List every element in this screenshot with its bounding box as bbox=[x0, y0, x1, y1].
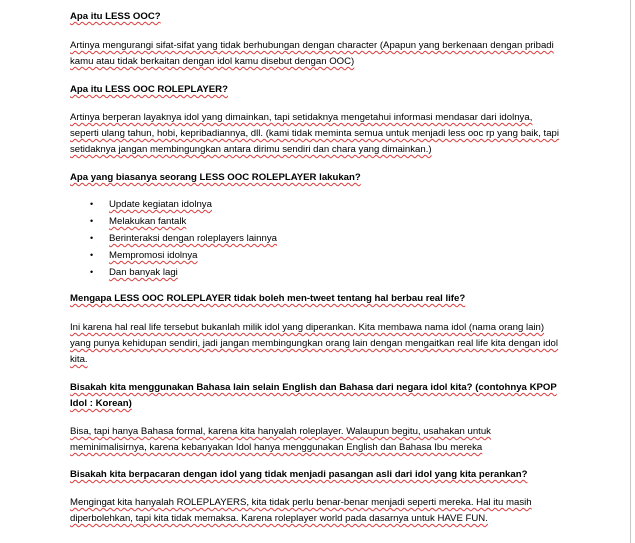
q1-answer: Artinya mengurangi sifat-sifat yang tidak berhubungan dengan character (Apapun yang berkenaan dengan pribadi kamu atau tidak berkaitan dengan idol kamu disebut dengan OOC) bbox=[70, 40, 554, 67]
q4-heading: Mengapa LESS OOC ROLEPLAYER tidak boleh men-tweet tentang hal berbau real life? bbox=[70, 293, 466, 304]
q2-heading: Apa itu LESS OOC ROLEPLAYER? bbox=[70, 84, 228, 95]
q5-heading: Bisakah kita menggunakan Bahasa lain selain English dan Bahasa dari negara idol kita? (contohnya KPOP Idol : Korean) bbox=[70, 382, 557, 409]
list-item: • Dan banyak lagi bbox=[70, 264, 560, 281]
list-item: • Mempromosi idolnya bbox=[70, 247, 560, 264]
bullet-icon: • bbox=[90, 267, 94, 277]
document-body bbox=[70, 0, 560, 527]
q6-answer: Mengingat kita hanyalah ROLEPLAYERS, kita tidak perlu benar-benar menjadi seperti mereka. Hal itu masih diperbolehkan, tapi kita tidak memaksa. Karena roleplayer world pada dasarnya untuk HAVE FUN. bbox=[70, 497, 532, 524]
q1-heading: Apa itu LESS OOC? bbox=[70, 11, 161, 22]
q3-heading: Apa yang biasanya seorang LESS OOC ROLEPLAYER lakukan? bbox=[70, 172, 361, 183]
list-item: • Update kegiatan idolnya bbox=[70, 196, 560, 213]
bullet-icon: • bbox=[90, 199, 94, 209]
bullet-icon: • bbox=[90, 216, 94, 226]
activity-list bbox=[70, 196, 560, 281]
bullet-icon: • bbox=[90, 233, 94, 243]
q6-heading: Bisakah kita berpacaran dengan idol yang tidak menjadi pasangan asli dari idol yang kita perankan? bbox=[70, 469, 528, 480]
page-edge bbox=[630, 0, 631, 543]
q2-answer: Artinya berperan layaknya idol yang dimainkan, tapi setidaknya mengetahui informasi mendasar dari idolnya, seperti ulang tahun, hobi, kepribadiannya, dll. (kami tidak meminta semua untuk menjadi less ooc rp yang baik, tapi setidaknya jangan membingungkan antara dirimu sendiri dan chara yang dimainkan.) bbox=[70, 112, 560, 155]
bullet-icon: • bbox=[90, 250, 94, 260]
q5-answer: Bisa, tapi hanya Bahasa formal, karena kita hanyalah roleplayer. Walaupun begitu, usahakan untuk meminimalisirnya, karena kebanyakan Idol hanya menggunakan English dan Bahasa Ibu mereka bbox=[70, 426, 491, 453]
q4-answer: Ini karena hal real life tersebut bukanlah milik idol yang diperankan. Kita membawa nama idol (nama orang lain) yang punya kehidupan sendiri, jadi jangan membingungkan orang lain dengan mengaitkan real life kita dengan idol kita. bbox=[70, 322, 559, 365]
list-item: • Berinteraksi dengan roleplayers lainnya bbox=[70, 230, 560, 247]
list-item: • Melakukan fantalk bbox=[70, 213, 560, 230]
